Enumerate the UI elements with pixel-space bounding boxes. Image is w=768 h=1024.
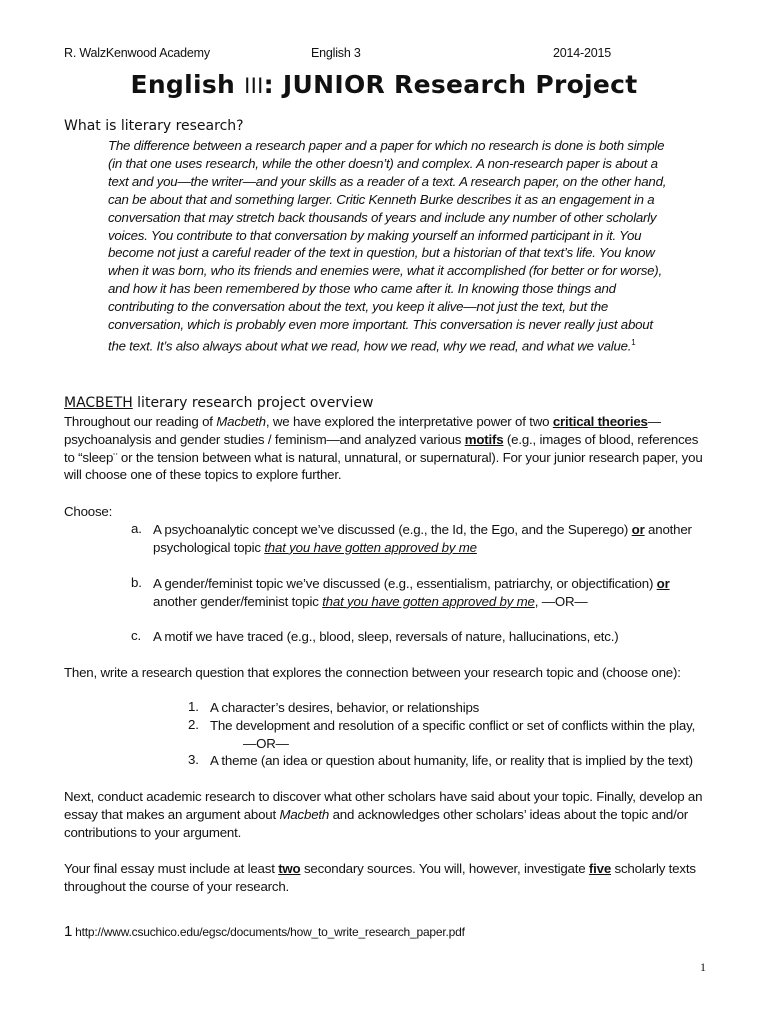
section-heading-overview [64,395,373,411]
intro-text-1: Throughout our reading of [64,414,217,429]
choose-label: Choose: [64,504,113,519]
next-text-2: and acknowledges other scholars’ ideas about the topic and/or contributions to your argument. [64,806,689,840]
numbered-item-1: A character’s desires, behavior, or relationships [210,700,480,715]
option-a [153,521,708,557]
footnote [64,923,465,940]
heading-macbeth: MACBETH [64,395,133,411]
next-paragraph [64,788,704,841]
final-five: five [588,861,612,876]
option-b [153,575,708,611]
numbered-marker-3: 3. [188,752,199,767]
final-text-1: Your final essay must include at least [64,861,279,876]
option-b-text-1: A gender/feminist topic we’ve discussed (e.g., essentialism, patriarchy, or objectification) [153,576,657,591]
footnote-number: 1 [64,923,73,940]
final-text-3: scholarly texts throughout the course of your research. [64,861,696,894]
section-heading-literary-research: What is literary research? [64,118,244,134]
intro-text-3: —psychoanalysis and gender studies / feminism—and analyzed various [64,414,661,447]
option-b-text-2: another gender/feminist topic [153,593,323,609]
title-roman: III [244,74,264,98]
motifs-term: motifs [464,431,504,447]
final-two: two [278,861,301,876]
quote-text: The difference between a research paper and a paper for which no research is done is both simple (in that one uses research, while the other doesn’t) and complex. A non-research paper is about a text and you—the writer—and your skills as a reader of a text. A research paper, on the other hand, can be about that and something larger. Critic Kenneth Burke describes it as an engagement in a conversation that may stretch back thousands of years and include any number of other scholarly voices. You contribute to that conversation by making yourself an informed participant in it. You become not just a careful reader of the text in question, but a historian of that text’s life. You know when it was born, who its friends and enemies were, what it accomplished (for better or for worse), and how it has been remembered by those who came after it. In knowing those things and contributing to the conversation about the text, you keep it alive—not just the text, but the conversation, which is probably even more important. This conversation is never really just about the text. It’s also always about what we read, how we read, why we read, and what we value. [108,138,667,354]
option-b-text-3: , —OR— [534,593,588,609]
numbered-marker-2: 2. [188,717,199,732]
footnote-url[interactable]: http://www.csuchico.edu/egsc/documents/how_to_write_research_paper.pdf [75,925,465,939]
header-right: 2014-2015 [553,46,611,60]
option-a-text-1: A psychoanalytic concept we’ve discussed (e.g., the Id, the Ego, and the Superego) [153,522,632,537]
next-macbeth: Macbeth [279,806,330,822]
page-number: 1 [700,960,706,974]
header-left: R. WalzKenwood Academy [64,46,210,60]
intro-text-2: , we have explored the interpretative power of two [265,414,553,429]
option-c: A motif we have traced (e.g., blood, sleep, reversals of nature, hallucinations, etc.) [153,629,619,644]
title-text-2: : JUNIOR Research Project [263,70,638,99]
critical-theories-term: critical theories [552,414,648,429]
final-paragraph [64,860,704,896]
then-paragraph: Then, write a research question that explores the connection between your research topic and (choose one): [64,665,681,680]
overview-intro-paragraph [64,413,704,484]
footnote-reference[interactable]: 1 [631,337,636,347]
option-a-marker: a. [131,521,142,536]
option-b-approved: that you have gotten approved by me [322,593,535,609]
header-center: English 3 [311,46,361,60]
heading-rest: literary research project overview [132,395,374,411]
intro-text-4: (e.g., images of blood, references to “sleep¨ or the tension between what is natural, unnatural, or supernatural). For your junior research paper, you will choose one of these topics to explore further. [64,431,703,483]
intro-macbeth: Macbeth [216,414,266,429]
final-text-2: secondary sources. You will, however, investigate [300,861,589,876]
option-a-text-2: another psychological topic [153,522,692,555]
numbered-marker-1: 1. [188,699,199,714]
literary-research-quote [108,137,668,355]
numbered-item-3: A theme (an idea or question about humanity, life, or reality that is implied by the text) [210,753,693,768]
next-text-1: Next, conduct academic research to discover what other scholars have said about your topic. Finally, develop an essay that makes an argument about [64,789,703,822]
option-a-or: or [631,522,645,537]
title-text-1: English [130,70,245,99]
option-b-or: or [656,576,670,591]
option-c-marker: c. [131,628,141,643]
or-separator: —OR— [243,736,289,751]
page-title [0,70,768,99]
option-b-marker: b. [131,575,142,590]
option-a-approved: that you have gotten approved by me [264,539,477,555]
numbered-item-2: The development and resolution of a specific conflict or set of conflicts within the play, [210,718,696,733]
